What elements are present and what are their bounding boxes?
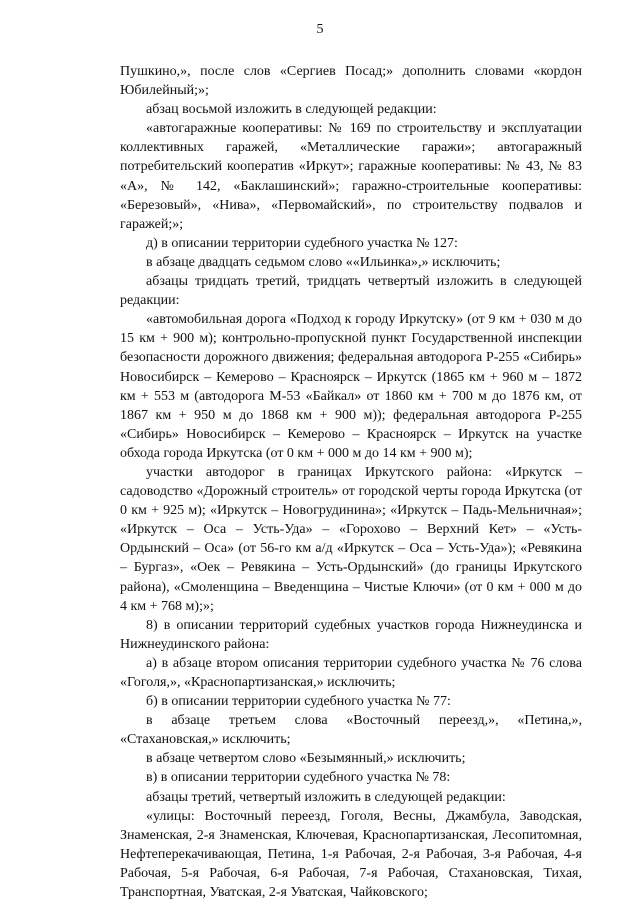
paragraph-10: а) в абзаце втором описания территории судебного участка № 76 слова «Гоголя,», «Краснопартизанская,» исключить; — [120, 655, 582, 690]
paragraph-7: «автомобильная дорога «Подход к городу Иркутску» (от 9 км + 030 м до 15 км + 900 м); контрольно-пропускной пункт Государственной инспекции безопасности дорожного движения; федеральная автодорога Р-255 «Сибирь» Новосибирск – Кемерово – Красноярск – Иркутск (1865 км + 960 м – 1872 км + 553 м (автодорога М-53 «Байкал» от 1860 км + 700 м до 1876 км, от 1867 км + 950 м до 1868 км + 900 м)); федеральная автодорога Р-255 «Сибирь» Новосибирск – Кемерово – Красноярск – Иркутск на участке обхода города Иркутска (от 0 км + 000 м до 14 км + 900 м); — [120, 312, 582, 461]
document-body — [120, 62, 582, 902]
paragraph-14: в) в описании территории судебного участка № 78: — [146, 770, 451, 786]
paragraph-2: абзац восьмой изложить в следующей редакции: — [146, 102, 437, 118]
paragraph-4: д) в описании территории судебного участка № 127: — [146, 235, 458, 251]
page-number: 5 — [316, 22, 324, 37]
paragraph-5: в абзаце двадцать седьмом слово ««Ильинка»,» исключить; — [146, 254, 501, 270]
paragraph-9: 8) в описании территорий судебных участков города Нижнеудинска и Нижнеудинского района: — [120, 617, 582, 652]
paragraph-3: «автогаражные кооперативы: № 169 по строительству и эксплуатации коллективных гаражей, «Металлические гаражи»; автогаражный потребительский кооператив «Иркут»; гаражные кооперативы: № 43, № 83 «А», № 142, «Баклашинский»; гаражно-строительные кооперативы: «Березовый», «Нива», «Первомайский», по строительству подвалов и гаражей;»; — [120, 121, 582, 232]
paragraph-1: Пушкино,», после слов «Сергиев Посад;» дополнить словами «кордон Юбилейный;»; — [120, 64, 582, 99]
paragraph-6: абзацы тридцать третий, тридцать четвертый изложить в следующей редакции: — [120, 274, 582, 309]
paragraph-11: б) в описании территории судебного участка № 77: — [146, 694, 451, 710]
paragraph-13: в абзаце четвертом слово «Безымянный,» исключить; — [146, 751, 466, 767]
paragraph-8: участки автодорог в границах Иркутского района: «Иркутск – садоводство «Дорожный строитель» от городской черты города Иркутска (от 0 км + 925 м); «Иркутск – Новогрудинина»; «Иркутск – Падь-Мельничная»; «Иркутск – Оса – Усть-Уда» – «Горохово – Верхний Кет» – «Усть-Ордынский – Оса» (от 56-го км а/д «Иркутск – Оса – Усть-Уда»); «Ревякина – Бургаз», «Оек – Ревякина – Усть-Ордынский» (до границы Иркутского района), «Смоленщина – Введенщина – Чистые Ключи» (от 0 км + 000 м до 4 км + 768 м);»; — [120, 464, 582, 614]
paragraph-12: в абзаце третьем слова «Восточный переезд,», «Петина,», «Стахановская,» исключить; — [120, 713, 582, 748]
paragraph-15: абзацы третий, четвертый изложить в следующей редакции: — [146, 789, 506, 805]
paragraph-16: «улицы: Восточный переезд, Гоголя, Весны, Джамбула, Заводская, Знаменская, 2-я Знаменская, Ключевая, Краснопартизанская, Лесопитомная, Нефтеперекачивающая, Петина, 1-я Рабочая, 2-я Рабочая, 3-я Рабочая, 4-я Рабочая, 5-я Рабочая, 6-я Рабочая, 7-я Рабочая, Стахановская, Тихая, Транспортная, Уватская, 2-я Уватская, Чайковского; — [120, 808, 582, 901]
